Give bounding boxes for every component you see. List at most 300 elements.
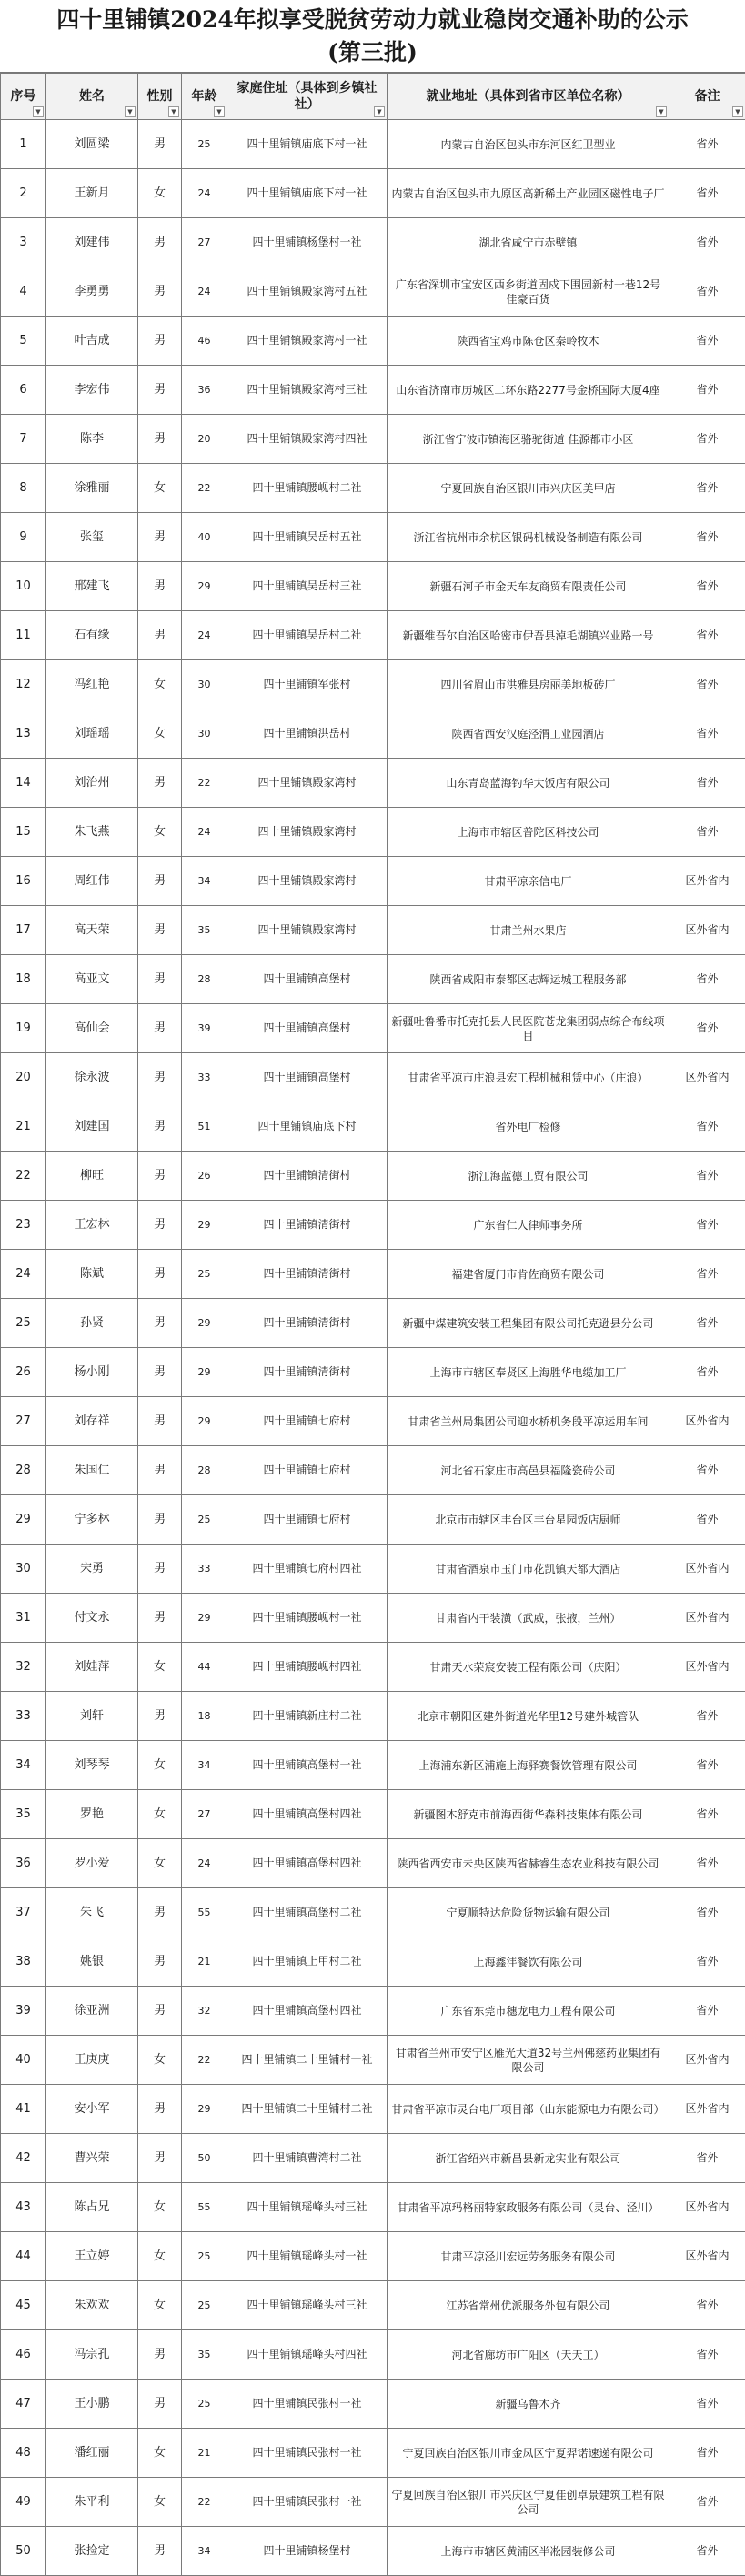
- cell-work-address: 湖北省咸宁市赤壁镇: [388, 218, 669, 267]
- cell-name: 陈占兄: [46, 2183, 138, 2232]
- cell-index: 19: [1, 1004, 46, 1053]
- cell-age: 29: [182, 1348, 227, 1397]
- cell-home-address: 四十里铺镇七府村: [227, 1397, 388, 1446]
- cell-age: 27: [182, 1790, 227, 1839]
- cell-note: 区外省内: [669, 1643, 745, 1692]
- cell-note: 省外: [669, 2330, 745, 2380]
- cell-index: 43: [1, 2183, 46, 2232]
- cell-gender: 男: [138, 1004, 182, 1053]
- cell-index: 40: [1, 2036, 46, 2085]
- header-work: [388, 74, 669, 120]
- cell-age: 25: [182, 1250, 227, 1299]
- cell-note: 省外: [669, 2429, 745, 2478]
- cell-age: 29: [182, 2085, 227, 2134]
- table-row: [1, 1790, 745, 1839]
- cell-work-address: 广东省东莞市穗龙电力工程有限公司: [388, 1987, 669, 2036]
- table-row: [1, 808, 745, 857]
- cell-work-address: 甘肃省内干装潢（武威，张掖，兰州）: [388, 1594, 669, 1643]
- header-idx: [1, 74, 46, 120]
- table-row: [1, 906, 745, 955]
- cell-home-address: 四十里铺镇殿家湾村: [227, 808, 388, 857]
- cell-age: 36: [182, 366, 227, 415]
- table-row: [1, 2330, 745, 2380]
- cell-note: 省外: [669, 218, 745, 267]
- cell-note: 省外: [669, 2281, 745, 2330]
- cell-home-address: 四十里铺镇殿家湾村五社: [227, 267, 388, 317]
- cell-name: 杨小刚: [46, 1348, 138, 1397]
- cell-home-address: 四十里铺镇高堡村四社: [227, 1839, 388, 1888]
- cell-note: 省外: [669, 1839, 745, 1888]
- table-row: [1, 1053, 745, 1102]
- cell-index: 35: [1, 1790, 46, 1839]
- cell-note: 区外省内: [669, 2036, 745, 2085]
- header-name-label: 姓名: [79, 89, 105, 104]
- filter-dropdown-icon[interactable]: ▼: [656, 106, 667, 117]
- cell-name: 高天荣: [46, 906, 138, 955]
- cell-work-address: 甘肃平凉泾川宏远劳务服务有限公司: [388, 2232, 669, 2281]
- filter-dropdown-icon[interactable]: ▼: [374, 106, 385, 117]
- cell-gender: 女: [138, 808, 182, 857]
- cell-name: 陈李: [46, 415, 138, 464]
- cell-age: 44: [182, 1643, 227, 1692]
- cell-note: 省外: [669, 2134, 745, 2183]
- cell-age: 28: [182, 1446, 227, 1495]
- cell-home-address: 四十里铺镇民张村一社: [227, 2380, 388, 2429]
- cell-work-address: 上海市市辖区普陀区科技公司: [388, 808, 669, 857]
- cell-name: 陈斌: [46, 1250, 138, 1299]
- cell-index: 25: [1, 1299, 46, 1348]
- table-row: [1, 611, 745, 660]
- cell-age: 24: [182, 611, 227, 660]
- table-row: [1, 366, 745, 415]
- cell-work-address: 甘肃省平凉市庄浪县宏工程机械租赁中心（庄浪）: [388, 1053, 669, 1102]
- cell-name: 高亚文: [46, 955, 138, 1004]
- cell-gender: 男: [138, 1397, 182, 1446]
- table-row: [1, 2429, 745, 2478]
- header-row: [1, 74, 745, 120]
- cell-work-address: 江苏省常州优派服务外包有限公司: [388, 2281, 669, 2330]
- cell-home-address: 四十里铺镇杨堡村: [227, 2527, 388, 2576]
- filter-dropdown-icon[interactable]: ▼: [214, 106, 225, 117]
- header-age: [182, 74, 227, 120]
- cell-age: 24: [182, 1839, 227, 1888]
- table-row: [1, 513, 745, 562]
- table-row: [1, 1839, 745, 1888]
- cell-gender: 男: [138, 2134, 182, 2183]
- cell-gender: 男: [138, 611, 182, 660]
- cell-gender: 男: [138, 2085, 182, 2134]
- cell-home-address: 四十里铺镇杨堡村一社: [227, 218, 388, 267]
- cell-age: 51: [182, 1102, 227, 1152]
- cell-age: 18: [182, 1692, 227, 1741]
- cell-name: 刘存祥: [46, 1397, 138, 1446]
- cell-home-address: 四十里铺镇高堡村四社: [227, 1790, 388, 1839]
- cell-gender: 女: [138, 2429, 182, 2478]
- cell-name: 宁多林: [46, 1495, 138, 1545]
- cell-gender: 男: [138, 1446, 182, 1495]
- header-age-label: 年龄: [192, 89, 217, 104]
- cell-name: 潘红丽: [46, 2429, 138, 2478]
- cell-gender: 女: [138, 1741, 182, 1790]
- cell-name: 冯红艳: [46, 660, 138, 709]
- cell-index: 48: [1, 2429, 46, 2478]
- cell-home-address: 四十里铺镇清街村: [227, 1348, 388, 1397]
- cell-age: 33: [182, 1053, 227, 1102]
- cell-note: 省外: [669, 1102, 745, 1152]
- cell-name: 朱飞: [46, 1888, 138, 1937]
- cell-index: 28: [1, 1446, 46, 1495]
- cell-note: 省外: [669, 1299, 745, 1348]
- cell-index: 12: [1, 660, 46, 709]
- cell-index: 34: [1, 1741, 46, 1790]
- cell-work-address: 甘肃省兰州市安宁区雁光大道32号兰州佛慈药业集团有限公司: [388, 2036, 669, 2085]
- cell-gender: 女: [138, 660, 182, 709]
- cell-age: 21: [182, 1937, 227, 1987]
- cell-gender: 女: [138, 1839, 182, 1888]
- cell-gender: 男: [138, 218, 182, 267]
- cell-note: 省外: [669, 464, 745, 513]
- cell-age: 29: [182, 1397, 227, 1446]
- cell-index: 10: [1, 562, 46, 611]
- cell-name: 王宏林: [46, 1201, 138, 1250]
- cell-home-address: 四十里铺镇殿家湾村四社: [227, 415, 388, 464]
- cell-home-address: 四十里铺镇民张村一社: [227, 2429, 388, 2478]
- table-row: [1, 415, 745, 464]
- table-row: [1, 1004, 745, 1053]
- cell-index: 20: [1, 1053, 46, 1102]
- cell-age: 39: [182, 1004, 227, 1053]
- cell-home-address: 四十里铺镇高堡村: [227, 955, 388, 1004]
- table-row: [1, 1250, 745, 1299]
- cell-name: 刘瑶瑶: [46, 709, 138, 759]
- header-note: [669, 74, 745, 120]
- cell-work-address: 浙江省杭州市余杭区银码机械设备制造有限公司: [388, 513, 669, 562]
- cell-name: 孙贤: [46, 1299, 138, 1348]
- cell-name: 朱国仁: [46, 1446, 138, 1495]
- cell-gender: 男: [138, 120, 182, 169]
- cell-home-address: 四十里铺镇庙底下村一社: [227, 120, 388, 169]
- cell-name: 罗小爱: [46, 1839, 138, 1888]
- cell-note: 区外省内: [669, 1545, 745, 1594]
- cell-age: 22: [182, 2036, 227, 2085]
- cell-age: 50: [182, 2134, 227, 2183]
- filter-dropdown-icon[interactable]: ▼: [168, 106, 179, 117]
- cell-gender: 男: [138, 759, 182, 808]
- cell-index: 16: [1, 857, 46, 906]
- cell-age: 34: [182, 857, 227, 906]
- cell-name: 徐亚洲: [46, 1987, 138, 2036]
- cell-age: 24: [182, 169, 227, 218]
- cell-age: 25: [182, 2281, 227, 2330]
- cell-work-address: 山东青岛蓝海钓华大饭店有限公司: [388, 759, 669, 808]
- cell-home-address: 四十里铺镇高堡村: [227, 1004, 388, 1053]
- cell-home-address: 四十里铺镇吴岳村五社: [227, 513, 388, 562]
- table-row: [1, 2478, 745, 2527]
- cell-note: 省外: [669, 660, 745, 709]
- cell-gender: 男: [138, 2527, 182, 2576]
- cell-note: 省外: [669, 1152, 745, 1201]
- cell-index: 44: [1, 2232, 46, 2281]
- cell-work-address: 新疆中煤建筑安装工程集团有限公司托克逊县分公司: [388, 1299, 669, 1348]
- cell-gender: 男: [138, 267, 182, 317]
- filter-dropdown-icon[interactable]: ▼: [125, 106, 136, 117]
- cell-age: 55: [182, 1888, 227, 1937]
- cell-gender: 男: [138, 1102, 182, 1152]
- cell-work-address: 新疆石河子市金天车友商贸有限责任公司: [388, 562, 669, 611]
- cell-note: 省外: [669, 120, 745, 169]
- cell-note: 区外省内: [669, 2085, 745, 2134]
- cell-work-address: 甘肃平凉亲信电厂: [388, 857, 669, 906]
- cell-note: 区外省内: [669, 1397, 745, 1446]
- filter-dropdown-icon[interactable]: ▼: [732, 106, 743, 117]
- cell-index: 26: [1, 1348, 46, 1397]
- table-row: [1, 1397, 745, 1446]
- cell-home-address: 四十里铺镇吴岳村三社: [227, 562, 388, 611]
- cell-name: 刘建伟: [46, 218, 138, 267]
- cell-home-address: 四十里铺镇七府村: [227, 1495, 388, 1545]
- cell-note: 省外: [669, 1741, 745, 1790]
- cell-home-address: 四十里铺镇七府村四社: [227, 1545, 388, 1594]
- cell-work-address: 北京市朝阳区建外街道光华里12号建外城管队: [388, 1692, 669, 1741]
- cell-home-address: 四十里铺镇瑶峰头村三社: [227, 2183, 388, 2232]
- cell-note: 省外: [669, 366, 745, 415]
- table-body: [1, 120, 745, 2576]
- cell-index: 42: [1, 2134, 46, 2183]
- cell-work-address: 北京市市辖区丰台区丰台星园饭店厨师: [388, 1495, 669, 1545]
- cell-name: 王新月: [46, 169, 138, 218]
- cell-home-address: 四十里铺镇二十里铺村一社: [227, 2036, 388, 2085]
- cell-index: 31: [1, 1594, 46, 1643]
- cell-age: 29: [182, 1201, 227, 1250]
- cell-index: 1: [1, 120, 46, 169]
- cell-home-address: 四十里铺镇清街村: [227, 1152, 388, 1201]
- cell-age: 25: [182, 1495, 227, 1545]
- cell-work-address: 广东省仁人律师事务所: [388, 1201, 669, 1250]
- cell-gender: 男: [138, 1201, 182, 1250]
- cell-index: 49: [1, 2478, 46, 2527]
- cell-home-address: 四十里铺镇高堡村二社: [227, 1888, 388, 1937]
- cell-index: 29: [1, 1495, 46, 1545]
- cell-gender: 男: [138, 1594, 182, 1643]
- cell-work-address: 浙江省绍兴市新昌县新龙实业有限公司: [388, 2134, 669, 2183]
- table-row: [1, 955, 745, 1004]
- cell-name: 刘轩: [46, 1692, 138, 1741]
- cell-work-address: 河北省石家庄市高邑县福隆瓷砖公司: [388, 1446, 669, 1495]
- cell-name: 刘娃萍: [46, 1643, 138, 1692]
- table-row: [1, 562, 745, 611]
- cell-name: 叶吉成: [46, 317, 138, 366]
- cell-home-address: 四十里铺镇清街村: [227, 1201, 388, 1250]
- cell-work-address: 新疆乌鲁木齐: [388, 2380, 669, 2429]
- cell-gender: 女: [138, 464, 182, 513]
- cell-work-address: 广东省深圳市宝安区西乡街道固戍下围园新村一巷12号佳豪百货: [388, 267, 669, 317]
- cell-index: 50: [1, 2527, 46, 2576]
- cell-note: 区外省内: [669, 1594, 745, 1643]
- table-row: [1, 1201, 745, 1250]
- cell-age: 30: [182, 709, 227, 759]
- cell-name: 刘治州: [46, 759, 138, 808]
- cell-work-address: 陕西省西安市未央区陕西省赫睿生态农业科技有限公司: [388, 1839, 669, 1888]
- cell-index: 11: [1, 611, 46, 660]
- cell-note: 省外: [669, 1250, 745, 1299]
- cell-age: 21: [182, 2429, 227, 2478]
- cell-index: 7: [1, 415, 46, 464]
- cell-gender: 女: [138, 2281, 182, 2330]
- cell-note: 省外: [669, 1987, 745, 2036]
- header-work-label: 就业地址（具体到省市区单位名称）: [427, 89, 630, 104]
- cell-index: 33: [1, 1692, 46, 1741]
- cell-name: 张玺: [46, 513, 138, 562]
- cell-name: 张捡定: [46, 2527, 138, 2576]
- cell-home-address: 四十里铺镇新庄村二社: [227, 1692, 388, 1741]
- cell-gender: 男: [138, 317, 182, 366]
- cell-age: 30: [182, 660, 227, 709]
- cell-gender: 男: [138, 857, 182, 906]
- cell-index: 21: [1, 1102, 46, 1152]
- cell-index: 47: [1, 2380, 46, 2429]
- cell-work-address: 甘肃省平凉市灵台电厂项目部（山东能源电力有限公司）: [388, 2085, 669, 2134]
- cell-note: 省外: [669, 759, 745, 808]
- cell-index: 6: [1, 366, 46, 415]
- table-row: [1, 709, 745, 759]
- cell-index: 15: [1, 808, 46, 857]
- cell-home-address: 四十里铺镇曹湾村二社: [227, 2134, 388, 2183]
- cell-note: 省外: [669, 2527, 745, 2576]
- cell-gender: 男: [138, 2380, 182, 2429]
- cell-home-address: 四十里铺镇高堡村: [227, 1053, 388, 1102]
- cell-name: 朱飞燕: [46, 808, 138, 857]
- cell-home-address: 四十里铺镇民张村一社: [227, 2478, 388, 2527]
- cell-work-address: 甘肃天水荣宸安装工程有限公司（庆阳）: [388, 1643, 669, 1692]
- cell-gender: 男: [138, 513, 182, 562]
- table-row: [1, 660, 745, 709]
- cell-gender: 男: [138, 1152, 182, 1201]
- cell-name: 邢建飞: [46, 562, 138, 611]
- cell-home-address: 四十里铺镇洪岳村: [227, 709, 388, 759]
- cell-name: 高仙会: [46, 1004, 138, 1053]
- cell-age: 35: [182, 2330, 227, 2380]
- cell-index: 23: [1, 1201, 46, 1250]
- cell-age: 27: [182, 218, 227, 267]
- cell-index: 27: [1, 1397, 46, 1446]
- cell-index: 46: [1, 2330, 46, 2380]
- table-row: [1, 1594, 745, 1643]
- cell-name: 李宏伟: [46, 366, 138, 415]
- cell-gender: 女: [138, 2183, 182, 2232]
- cell-home-address: 四十里铺镇高堡村四社: [227, 1987, 388, 2036]
- cell-work-address: 上海浦东新区浦施上海驿赛餐饮管理有限公司: [388, 1741, 669, 1790]
- cell-note: 省外: [669, 415, 745, 464]
- cell-age: 22: [182, 2478, 227, 2527]
- cell-age: 46: [182, 317, 227, 366]
- cell-note: 区外省内: [669, 857, 745, 906]
- cell-gender: 男: [138, 955, 182, 1004]
- cell-gender: 女: [138, 1790, 182, 1839]
- cell-name: 安小军: [46, 2085, 138, 2134]
- cell-age: 55: [182, 2183, 227, 2232]
- cell-gender: 男: [138, 2330, 182, 2380]
- table-row: [1, 2134, 745, 2183]
- cell-home-address: 四十里铺镇殿家湾村: [227, 906, 388, 955]
- cell-gender: 男: [138, 562, 182, 611]
- cell-work-address: 新疆图木舒克市前海西街华森科技集体有限公司: [388, 1790, 669, 1839]
- cell-work-address: 浙江省宁波市镇海区骆驼街道 佳源都市小区: [388, 415, 669, 464]
- cell-name: 朱欢欢: [46, 2281, 138, 2330]
- cell-age: 40: [182, 513, 227, 562]
- cell-age: 28: [182, 955, 227, 1004]
- cell-work-address: 宁夏顺特达危险货物运输有限公司: [388, 1888, 669, 1937]
- cell-gender: 男: [138, 1299, 182, 1348]
- cell-gender: 男: [138, 906, 182, 955]
- cell-name: 王立婷: [46, 2232, 138, 2281]
- table-row: [1, 2380, 745, 2429]
- cell-age: 32: [182, 1987, 227, 2036]
- cell-index: 8: [1, 464, 46, 513]
- cell-gender: 男: [138, 1348, 182, 1397]
- cell-work-address: 甘肃省平凉玛格丽特家政服务有限公司（灵台、泾川）: [388, 2183, 669, 2232]
- cell-work-address: 宁夏回族自治区银川市兴庆区美甲店: [388, 464, 669, 513]
- filter-dropdown-icon[interactable]: ▼: [33, 106, 44, 117]
- cell-age: 34: [182, 1741, 227, 1790]
- cell-work-address: 山东省济南市历城区二环东路2277号金桥国际大厦4座: [388, 366, 669, 415]
- cell-home-address: 四十里铺镇瑶峰头村一社: [227, 2232, 388, 2281]
- cell-index: 9: [1, 513, 46, 562]
- cell-work-address: 浙江海蓝德工贸有限公司: [388, 1152, 669, 1201]
- table-row: [1, 2232, 745, 2281]
- cell-note: 省外: [669, 562, 745, 611]
- cell-index: 30: [1, 1545, 46, 1594]
- table-row: [1, 2527, 745, 2576]
- cell-name: 朱平利: [46, 2478, 138, 2527]
- cell-home-address: 四十里铺镇上甲村二社: [227, 1937, 388, 1987]
- cell-home-address: 四十里铺镇殿家湾村三社: [227, 366, 388, 415]
- cell-index: 41: [1, 2085, 46, 2134]
- cell-note: 省外: [669, 1201, 745, 1250]
- cell-name: 付文永: [46, 1594, 138, 1643]
- cell-work-address: 甘肃省兰州局集团公司迎水桥机务段平凉运用车间: [388, 1397, 669, 1446]
- cell-note: 省外: [669, 1446, 745, 1495]
- table-row: [1, 267, 745, 317]
- table-row: [1, 1152, 745, 1201]
- table-row: [1, 218, 745, 267]
- cell-age: 25: [182, 2380, 227, 2429]
- table-row: [1, 1545, 745, 1594]
- cell-note: 省外: [669, 2380, 745, 2429]
- cell-age: 25: [182, 120, 227, 169]
- cell-note: 区外省内: [669, 906, 745, 955]
- cell-gender: 男: [138, 1250, 182, 1299]
- header-name: [46, 74, 138, 120]
- cell-name: 柳旺: [46, 1152, 138, 1201]
- table-row: [1, 1741, 745, 1790]
- cell-gender: 男: [138, 366, 182, 415]
- cell-home-address: 四十里铺镇殿家湾村: [227, 857, 388, 906]
- cell-age: 33: [182, 1545, 227, 1594]
- table-row: [1, 464, 745, 513]
- cell-note: 省外: [669, 169, 745, 218]
- cell-home-address: 四十里铺镇清街村: [227, 1250, 388, 1299]
- cell-work-address: 内蒙古自治区包头市东河区红卫型业: [388, 120, 669, 169]
- cell-age: 24: [182, 808, 227, 857]
- header-note-label: 备注: [695, 89, 720, 104]
- cell-work-address: 甘肃省酒泉市玉门市花凯镇天都大酒店: [388, 1545, 669, 1594]
- cell-age: 29: [182, 1594, 227, 1643]
- cell-name: 罗艳: [46, 1790, 138, 1839]
- table-row: [1, 1937, 745, 1987]
- cell-home-address: 四十里铺镇军张村: [227, 660, 388, 709]
- cell-work-address: 河北省廊坊市广阳区（天天工）: [388, 2330, 669, 2380]
- header-gender-label: 性别: [147, 89, 173, 104]
